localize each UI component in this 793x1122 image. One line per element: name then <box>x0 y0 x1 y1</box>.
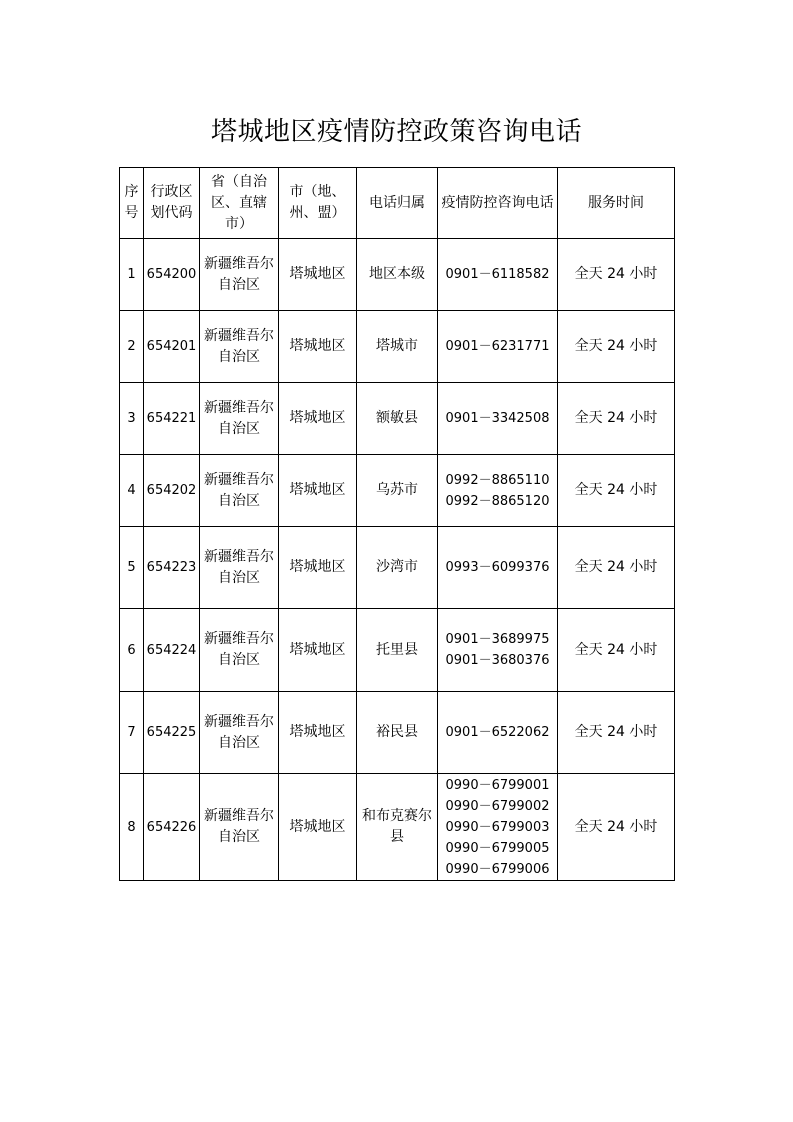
cell-phone-owner: 乌苏市 <box>357 455 438 527</box>
cell-phone-owner: 塔城市 <box>357 311 438 383</box>
cell-province: 新疆维吾尔自治区 <box>200 692 279 774</box>
cell-service-hours: 全天 24 小时 <box>558 692 675 774</box>
phone-number: 0901－3689975 <box>445 632 550 647</box>
cell-phone-owner: 和布克赛尔县 <box>357 774 438 881</box>
phone-number: 0901－6231771 <box>445 339 550 354</box>
cell-seq: 3 <box>120 383 144 455</box>
cell-province: 新疆维吾尔自治区 <box>200 609 279 692</box>
cell-phone-owner: 托里县 <box>357 609 438 692</box>
header-seq: 序号 <box>120 168 144 239</box>
cell-province: 新疆维吾尔自治区 <box>200 311 279 383</box>
cell-city: 塔城地区 <box>279 383 357 455</box>
header-phone-owner: 电话归属 <box>357 168 438 239</box>
table-row <box>120 527 675 609</box>
cell-city: 塔城地区 <box>279 692 357 774</box>
cell-admin-code: 654201 <box>144 311 200 383</box>
cell-seq: 7 <box>120 692 144 774</box>
cell-admin-code: 654200 <box>144 239 200 311</box>
cell-admin-code: 654224 <box>144 609 200 692</box>
cell-consult-phone <box>438 774 558 881</box>
cell-admin-code: 654226 <box>144 774 200 881</box>
cell-phone-owner: 裕民县 <box>357 692 438 774</box>
cell-consult-phone <box>438 239 558 311</box>
table-row <box>120 383 675 455</box>
table-row <box>120 774 675 881</box>
phone-number: 0901－6118582 <box>445 267 550 282</box>
phone-number: 0990－6799006 <box>445 861 550 877</box>
cell-service-hours: 全天 24 小时 <box>558 455 675 527</box>
cell-consult-phone <box>438 383 558 455</box>
cell-seq: 1 <box>120 239 144 311</box>
cell-city: 塔城地区 <box>279 609 357 692</box>
table-row <box>120 609 675 692</box>
cell-consult-phone <box>438 527 558 609</box>
cell-city: 塔城地区 <box>279 774 357 881</box>
cell-seq: 2 <box>120 311 144 383</box>
cell-city: 塔城地区 <box>279 239 357 311</box>
cell-service-hours: 全天 24 小时 <box>558 609 675 692</box>
cell-province: 新疆维吾尔自治区 <box>200 774 279 881</box>
header-consult-phone: 疫情防控咨询电话 <box>438 168 558 239</box>
table-row <box>120 692 675 774</box>
cell-consult-phone <box>438 692 558 774</box>
phone-number: 0901－3342508 <box>445 411 550 426</box>
cell-phone-owner: 沙湾市 <box>357 527 438 609</box>
cell-admin-code: 654225 <box>144 692 200 774</box>
cell-province: 新疆维吾尔自治区 <box>200 455 279 527</box>
table-row <box>120 311 675 383</box>
cell-province: 新疆维吾尔自治区 <box>200 527 279 609</box>
phone-number: 0990－6799001 <box>445 777 550 793</box>
phone-number: 0990－6799003 <box>445 819 550 835</box>
cell-city: 塔城地区 <box>279 311 357 383</box>
cell-service-hours: 全天 24 小时 <box>558 527 675 609</box>
cell-seq: 6 <box>120 609 144 692</box>
cell-seq: 8 <box>120 774 144 881</box>
cell-city: 塔城地区 <box>279 527 357 609</box>
cell-province: 新疆维吾尔自治区 <box>200 239 279 311</box>
header-service-hours: 服务时间 <box>558 168 675 239</box>
cell-phone-owner: 额敏县 <box>357 383 438 455</box>
table-row <box>120 239 675 311</box>
cell-province: 新疆维吾尔自治区 <box>200 383 279 455</box>
cell-consult-phone <box>438 311 558 383</box>
cell-consult-phone <box>438 455 558 527</box>
cell-admin-code: 654221 <box>144 383 200 455</box>
cell-service-hours: 全天 24 小时 <box>558 774 675 881</box>
consultation-phone-table <box>119 167 675 881</box>
phone-number: 0992－8865110 <box>445 472 550 488</box>
cell-phone-owner: 地区本级 <box>357 239 438 311</box>
cell-service-hours: 全天 24 小时 <box>558 239 675 311</box>
cell-admin-code: 654223 <box>144 527 200 609</box>
table-header-row <box>120 168 675 239</box>
phone-number: 0990－6799005 <box>445 840 550 856</box>
cell-city: 塔城地区 <box>279 455 357 527</box>
cell-seq: 4 <box>120 455 144 527</box>
header-admin-code: 行政区划代码 <box>144 168 200 239</box>
phone-number: 0992－8865120 <box>445 493 550 509</box>
cell-admin-code: 654202 <box>144 455 200 527</box>
header-province: 省（自治区、直辖市） <box>200 168 279 239</box>
phone-number: 0990－6799002 <box>445 798 550 814</box>
cell-service-hours: 全天 24 小时 <box>558 311 675 383</box>
phone-number: 0901－6522062 <box>445 725 550 740</box>
cell-service-hours: 全天 24 小时 <box>558 383 675 455</box>
phone-number: 0901－3680376 <box>445 653 550 668</box>
header-city: 市（地、州、盟） <box>279 168 357 239</box>
table-row <box>120 455 675 527</box>
cell-seq: 5 <box>120 527 144 609</box>
cell-consult-phone <box>438 609 558 692</box>
page-title: 塔城地区疫情防控政策咨询电话 <box>210 117 582 147</box>
phone-number: 0993－6099376 <box>445 560 550 575</box>
